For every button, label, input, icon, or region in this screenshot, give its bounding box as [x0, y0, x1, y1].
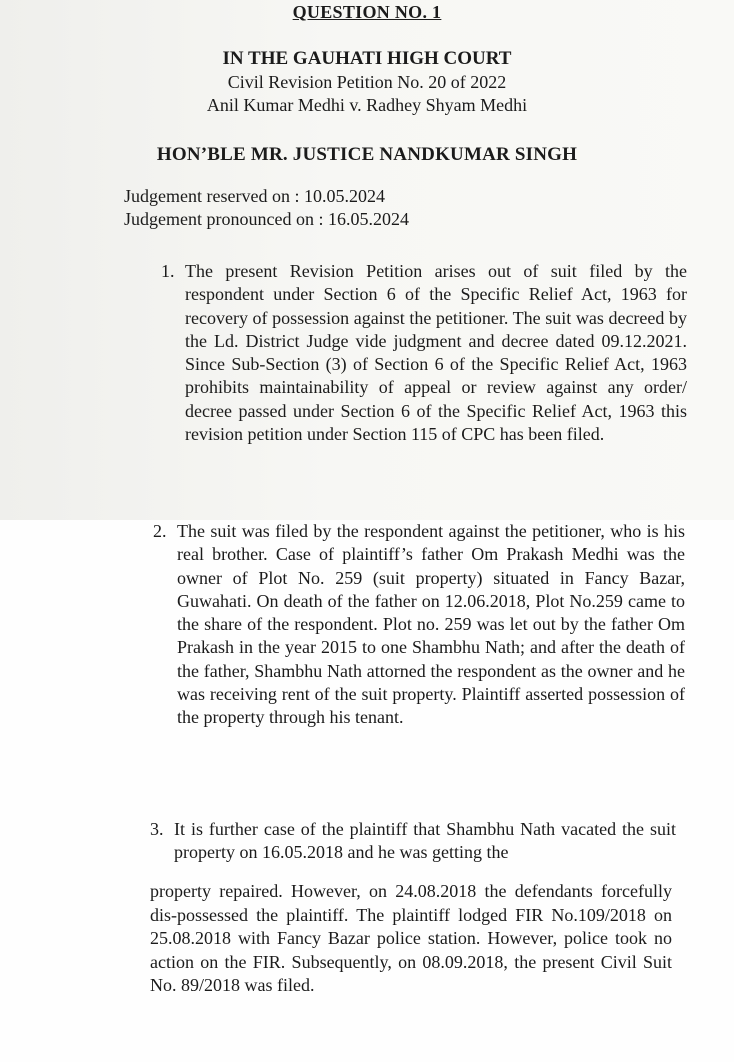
question-title: QUESTION NO. 1 — [292, 2, 442, 22]
paragraph-number: 2. — [153, 521, 167, 541]
court-name: IN THE GAUHATI HIGH COURT — [222, 48, 512, 69]
judgement-reserved-date: Judgement reserved on : 10.05.2024 — [124, 186, 385, 206]
paragraph-text: property repaired. However, on 24.08.2018 the defendants forcefully dis-possessed the plaintiff. The plaintiff lodged FIR No.109/2018 on 25.08.2018 with Fancy Bazar police station. However, police took no action on the FIR. Subsequently, on 08.09.2018, the present Civil Suit No. 89/2018 was filed. — [150, 881, 672, 996]
paragraph-text: The present Revision Petition arises out of suit filed by the respondent under Section 6 of the Specific Relief Act, 1963 for recovery of possession against the petitioner. The suit was decreed by the Ld. District Judge vide judgment and decree dated 09.12.2021. Since Sub-Section (3) of Section 6 of the Specific Relief Act, 1963 prohibits maintainability of appeal or review against any order/ decree passed under Section 6 of the Specific Relief Act, 1963 this revision petition under Section 115 of CPC has been filed. — [185, 261, 687, 445]
paragraph-number: 1. — [161, 261, 175, 281]
paragraph-text: The suit was filed by the respondent against the petitioner, who is his real brother. Case of plaintiff’s father Om Prakash Medhi was the owner of Plot No. 259 (suit property) situated in Fancy Bazar, Guwahati. On death of the father on 12.06.2018, Plot No.259 came to the share of the respondent. Plot no. 259 was let out by the father Om Prakash in the year 2015 to one Shambhu Nath; and after the death of the father, Shambhu Nath attorned the respondent as the owner and he was receiving rent of the suit property. Plaintiff asserted possession of the property through his tenant. — [177, 521, 685, 728]
justice-name: HON’BLE MR. JUSTICE NANDKUMAR SINGH — [156, 144, 578, 165]
paragraph-3 — [150, 818, 676, 865]
case-parties: Anil Kumar Medhi v. Radhey Shyam Medhi — [206, 95, 528, 115]
paragraph-3-continuation — [150, 880, 672, 998]
judgement-pronounced-date: Judgement pronounced on : 16.05.2024 — [124, 209, 409, 229]
paragraph-number: 3. — [150, 819, 164, 839]
paragraph-1 — [161, 260, 687, 446]
paragraph-text: It is further case of the plaintiff that Shambhu Nath vacated the suit property on 16.05.2018 and he was getting the — [174, 819, 676, 863]
paragraph-2 — [153, 520, 685, 730]
petition-number: Civil Revision Petition No. 20 of 2022 — [227, 72, 507, 92]
